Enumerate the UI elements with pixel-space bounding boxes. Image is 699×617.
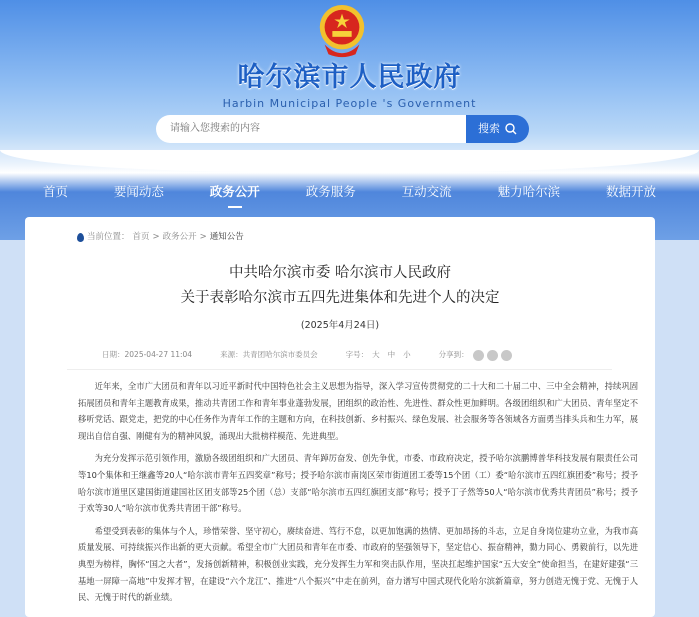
- breadcrumb-label: 当前位置：: [87, 232, 130, 242]
- font-small-button[interactable]: 小: [403, 350, 411, 359]
- weibo-share-icon[interactable]: [487, 350, 498, 361]
- font-medium-button[interactable]: 中: [387, 350, 396, 359]
- paragraph: 希望受到表彰的集体与个人，珍惜荣誉、坚守初心，赓续奋进、笃行不怠，以更加饱满的热情、更加昂扬的斗志，立足自身岗位建功立业，为我市高质量发展、可持续振兴作出新的更大贡献。希望全市广大团员和青年在市委、市政府的坚强领导下，坚定信心、振奋精神，勠力同心、勇毅前行，以先进典型为榜样，胸怀“国之大者”，发扬创新精神，积极创业实践，充分发挥生力军和突击队作用，坚决扛起维护国家“五大安全”使命担当，在建好建强“三基地一屏障一高地”中发挥才智，在建设“六个龙江”、推进“八个振兴”中走在前列，奋力谱写中国式现代化哈尔滨新篇章，努力创造无愧于党、无愧于人民、无愧于时代的新业绩。: [78, 525, 638, 603]
- article-meta: [102, 349, 512, 361]
- divider: [67, 369, 612, 370]
- publish-date: 日期：2025-04-27 11:04: [102, 350, 193, 359]
- search-button-label: 搜索: [478, 122, 500, 135]
- nav-services[interactable]: 政务服务: [305, 184, 356, 199]
- search-icon: [505, 123, 517, 135]
- paragraph: 为充分发挥示范引领作用，激励各级团组织和广大团员、青年踔厉奋发、创先争优，市委、市政府决定，授予哈尔滨鹏博普华科技发展有限责任公司等10个集体和王继鑫等20人“哈尔滨市青年五四奖章”称号；授予哈尔滨市南岗区荣市街道团工委等15个团（工）委“哈尔滨市五四红旗团委”称号；授予哈尔滨市道里区建国街道建国社区团支部等25个团（总）支部“哈尔滨市五四红旗团支部”称号；授予丁子然等50人“哈尔滨市优秀共青团员”称号；授予于欢等30人“哈尔滨市优秀共青团干部”称号。: [78, 453, 638, 514]
- nav-gov-affairs[interactable]: 政务公开: [204, 183, 266, 201]
- breadcrumb-sep: >: [152, 232, 160, 242]
- nav-news[interactable]: 要闻动态: [113, 184, 164, 199]
- nav-interaction[interactable]: 互动交流: [401, 184, 452, 199]
- share-label: 分享到：: [438, 350, 469, 359]
- site-title: 哈尔滨市人民政府: [237, 62, 462, 93]
- paragraph: 近年来，全市广大团员和青年以习近平新时代中国特色社会主义思想为指导，深入学习宣传贯彻党的二十大和二十届二中、三中全会精神，持续巩固拓展团员和青年主题教育成果，推动共青团工作和青年事业蓬勃发展，团组织的政治性、先进性、群众性更加鲜明。各级团组织和广大团员、青年坚定不移听党话、跟党走，把党的中心任务作为青年工作的主题和方向，在科技创新、乡村振兴、绿色发展、社会服务等各领域各方面勇当排头兵和生力军，展现出自信自强、刚健有为的精神风貌，涌现出大批榜样模范、先进典型。: [78, 381, 638, 441]
- breadcrumb-home[interactable]: 首页: [132, 232, 150, 242]
- search-input[interactable]: [156, 115, 466, 143]
- article-title-line2: 关于表彰哈尔滨市五四先进集体和先进个人的决定: [180, 290, 500, 306]
- nav-charm-harbin[interactable]: 魅力哈尔滨: [497, 184, 561, 199]
- main-nav: [0, 183, 699, 201]
- font-size-label: 字号：: [345, 350, 369, 359]
- qzone-share-icon[interactable]: [501, 350, 512, 361]
- search-button[interactable]: [466, 115, 529, 143]
- site-title-en: Harbin Municipal People 's Government: [222, 97, 477, 110]
- font-large-button[interactable]: 大: [372, 350, 380, 359]
- article-body: [78, 378, 638, 612]
- nav-open-data[interactable]: 数据开放: [605, 184, 656, 199]
- article-date: (2025年4月24日): [300, 320, 380, 331]
- location-pin-icon: [77, 233, 84, 242]
- article-card: [25, 217, 655, 617]
- source: 来源：共青团哈尔滨市委员会: [220, 350, 318, 359]
- national-emblem-icon: [316, 4, 368, 60]
- nav-home[interactable]: 首页: [42, 184, 68, 199]
- header-banner: [0, 0, 699, 240]
- breadcrumb-sep: >: [199, 232, 207, 242]
- breadcrumb-gov-affairs[interactable]: 政务公开: [162, 232, 197, 242]
- breadcrumb: [77, 231, 244, 243]
- breadcrumb-current[interactable]: 通知公告: [209, 232, 244, 242]
- article-title-line1: 中共哈尔滨市委 哈尔滨市人民政府: [228, 265, 452, 281]
- snow-decoration: [0, 150, 699, 172]
- wechat-share-icon[interactable]: [473, 350, 484, 361]
